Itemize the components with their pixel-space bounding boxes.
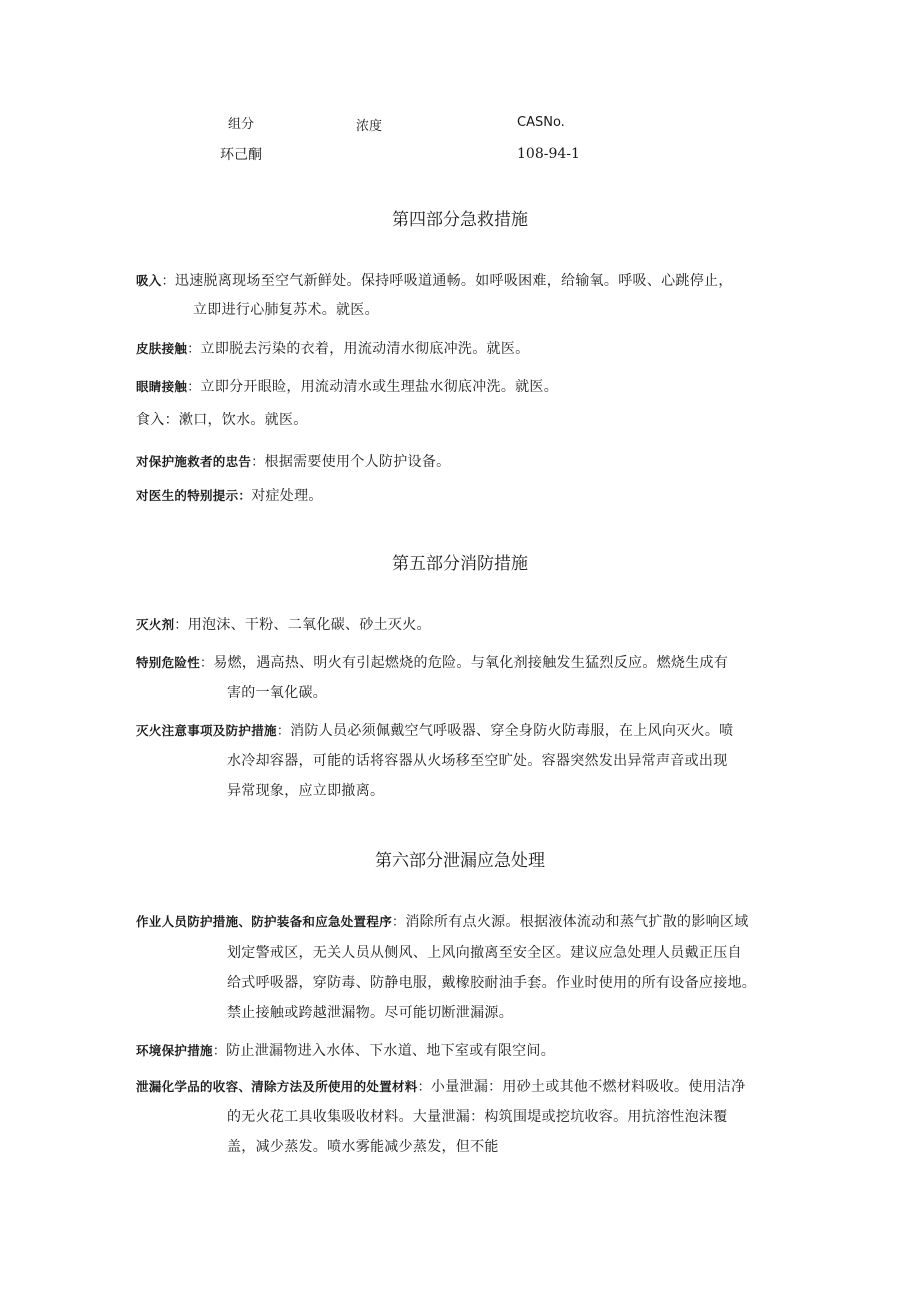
personnel-text-3: 给式呼吸器，穿防毒、防静电服，戴橡胶耐油手套。作业时使用的所有设备应接地。 [227, 975, 757, 991]
cleanup-text: 小量泄漏：用砂土或其他不燃材料吸收。使用洁净 [430, 1079, 746, 1095]
eye-label: 眼睛接触 [136, 379, 188, 394]
hazard-text-continued: 害的一氧化碳。 [227, 685, 328, 701]
table-cell-cas: 108-94-1 [517, 146, 580, 162]
section4-title: 第四部分急救措施 [392, 210, 528, 230]
eye-text: 立即分开眼睑，用流动清水或生理盐水彻底冲洗。就医。 [200, 379, 559, 395]
hazard-text: 易燃，遇高热、明火有引起燃烧的危险。与氧化剂接触发生猛烈反应。燃烧生成有 [213, 655, 729, 671]
env-line: 环境保护措施：防止泄漏物进入水体、下水道、地下室或有限空间。 [136, 1043, 556, 1059]
doctor-line [136, 485, 323, 505]
skin-text: 立即脱去污染的衣着，用流动清水彻底冲洗。就医。 [200, 341, 530, 357]
personnel-text: 消除所有点火源。根据液体流动和蒸气扩散的影响区域 [405, 914, 749, 930]
inhale-line: 吸入：迅速脱离现场至空气新鲜处。保持呼吸道通畅。如呼吸困难，给输氧。呼吸、心跳停止， [136, 273, 733, 289]
table-header-cas: CASNo. [517, 115, 565, 130]
rescuer-text: 根据需要使用个人防护设备。 [264, 454, 451, 470]
personnel-label: 作业人员防护措施、防护装备和应急处置程序 [136, 914, 393, 929]
precaution-line: 灭火注意事项及防护措施：消防人员必须佩戴空气呼吸器、穿全身防火防毒服，在上风向灭火。喷 [136, 723, 734, 739]
skin-line: 皮肤接触：立即脱去污染的衣着，用流动清水彻底冲洗。就医。 [136, 341, 530, 357]
personnel-line: 作业人员防护措施、防护装备和应急处置程序：消除所有点火源。根据液体流动和蒸气扩散的影响区域 [136, 914, 749, 930]
section6-title: 第六部分泄漏应急处理 [375, 851, 545, 871]
skin-label: 皮肤接触 [136, 341, 188, 356]
precaution-text-3: 异常现象，应立即撤离。 [227, 783, 385, 799]
personnel-text-4: 禁止接触或跨越泄漏物。尽可能切断泄漏源。 [227, 1005, 513, 1021]
precaution-text: 消防人员必须佩戴空气呼吸器、穿全身防火防毒服，在上风向灭火。喷 [290, 723, 734, 739]
env-text: 防止泄漏物进入水体、下水道、地下室或有限空间。 [226, 1043, 556, 1059]
env-label: 环境保护措施 [136, 1043, 213, 1058]
rescuer-label: 对保护施救者的忠告 [136, 454, 252, 469]
hazard-label: 特别危险性 [136, 655, 201, 670]
inhale-text: 迅速脱离现场至空气新鲜处。保持呼吸道通畅。如呼吸困难，给输氧。呼吸、心跳停止， [174, 273, 733, 289]
cleanup-text-2: 的无火花工具收集吸收材料。大量泄漏：构筑围堤或挖坑收容。用抗溶性泡沫覆 [227, 1109, 728, 1125]
table-cell-component: 环己酮 [220, 147, 262, 163]
section5-title: 第五部分消防措施 [392, 554, 528, 574]
eye-line: 眼睛接触：立即分开眼睑，用流动清水或生理盐水彻底冲洗。就医。 [136, 379, 559, 395]
doctor-label: 对医生的特别提示： [136, 488, 252, 503]
agent-line: 灭火剂：用泡沫、干粉、二氧化碳、砂土灭火。 [136, 617, 431, 633]
hazard-line: 特别危险性：易燃，遇高热、明火有引起燃烧的危险。与氧化剂接触发生猛烈反应。燃烧生成有 [136, 655, 729, 671]
inhale-label: 吸入 [136, 273, 162, 288]
precaution-label: 灭火注意事项及防护措施 [136, 723, 277, 738]
cleanup-label: 泄漏化学品的收容、清除方法及所使用的处置材料 [136, 1079, 418, 1094]
rescuer-line: 对保护施救者的忠告：根据需要使用个人防护设备。 [136, 454, 451, 470]
personnel-text-2: 划定警戒区，无关人员从侧风、上风向撤离至安全区。建议应急处理人员戴正压自 [227, 945, 742, 961]
ingest-line: 食入：漱口，饮水。就医。 [136, 412, 308, 428]
table-header-concentration: 浓度 [356, 119, 383, 134]
cleanup-text-3: 盖，减少蒸发。喷水雾能减少蒸发，但不能 [227, 1139, 499, 1155]
table-header-component: 组分 [228, 117, 255, 132]
agent-label: 灭火剂 [136, 617, 175, 632]
precaution-text-2: 水冷却容器，可能的话将容器从火场移至空旷处。容器突然发出异常声音或出现 [227, 753, 728, 769]
agent-text: 用泡沫、干粉、二氧化碳、砂土灭火。 [187, 617, 431, 633]
inhale-text-continued: 立即进行心肺复苏术。就医。 [193, 302, 379, 318]
doctor-text: 对症处理。 [251, 488, 323, 504]
cleanup-line: 泄漏化学品的收容、清除方法及所使用的处置材料：小量泄漏：用砂土或其他不燃材料吸收。使用洁净 [136, 1079, 746, 1095]
